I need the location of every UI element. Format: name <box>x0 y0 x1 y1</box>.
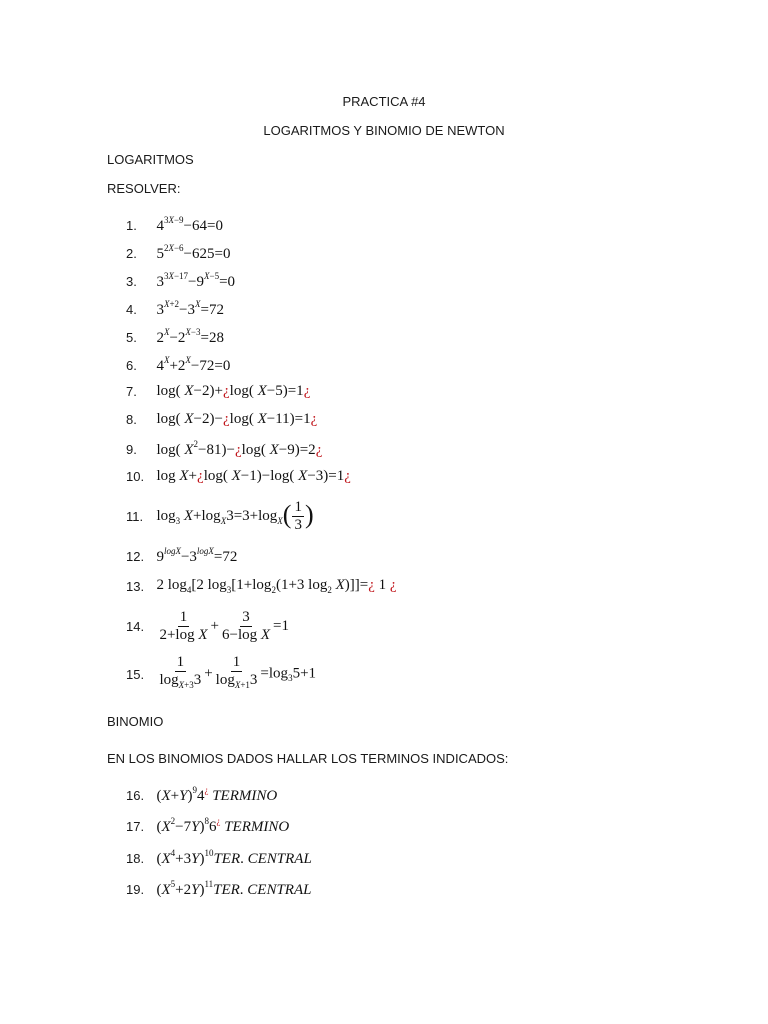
problem-number: 5. <box>126 330 137 345</box>
problem-expression: $3^{X+2}-3^X=72$ <box>156 299 224 318</box>
problem-expression: log( $X^2-81)-¿\log$( X−9)=2¿ <box>156 439 323 458</box>
problem-expression: $(X^4+3Y)^{10}TER$. CENTRAL <box>156 848 312 867</box>
problem-expression: log( X−2)−¿log( X−11)=1¿ <box>156 411 318 428</box>
problem-expression: $4^X+2^X-72=0$ <box>156 355 231 374</box>
list-item <box>126 300 224 319</box>
list-item <box>126 244 230 263</box>
problem-number: 11. <box>126 509 144 524</box>
list-item <box>126 383 310 401</box>
problem-number: 1. <box>126 218 137 233</box>
list-item <box>126 786 277 805</box>
list-item <box>126 411 317 429</box>
problem-number: 17. <box>126 819 145 834</box>
problem-expression: log X+¿log( X−1)−log( X−3)=1¿ <box>156 468 351 485</box>
problem-number: 15. <box>126 666 145 682</box>
problem-number: 10. <box>126 469 145 485</box>
page-subtitle: LOGARITMOS Y BINOMIO DE NEWTON <box>263 123 505 138</box>
problem-number: 4. <box>126 302 137 317</box>
list-item <box>126 609 289 644</box>
problem-expression: $(X^2-7Y)^86^¿$ TERMINO <box>156 816 290 835</box>
list-item <box>126 216 223 235</box>
problem-expression: $\frac{1}{\log_{X+3}3}$ + $\frac{1}{\log_{X+1}3}$ $=\log_35+1$ <box>159 654 317 690</box>
problem-expression: $\frac{1}{\text{2+log X}}$ + $\frac{3}{\text{6−log X}}$ =1 <box>159 609 290 643</box>
list-item <box>126 499 314 534</box>
list-item <box>126 849 312 868</box>
problem-number: 8. <box>126 412 137 428</box>
problem-expression: $(X^5+2Y)^{11}TER$. CENTRAL <box>156 879 312 898</box>
list-item <box>126 654 316 694</box>
problem-number: 14. <box>126 619 145 634</box>
problem-number: 18. <box>126 851 145 866</box>
section-instruction-resolver: RESOLVER: <box>107 181 181 196</box>
problem-number: 19. <box>126 882 145 897</box>
problem-expression: $3^{3X-17}-9^{X-5}=0$ <box>156 271 236 290</box>
list-item <box>126 468 351 486</box>
problem-number: 12. <box>126 549 145 564</box>
problem-number: 9. <box>126 442 137 457</box>
problem-expression: 2 $\log_4[2$ $\log_3[1+\log_2(1+3$ $\log_2$ X)]]=¿ 1 ¿ <box>156 577 397 595</box>
problem-number: 13. <box>126 578 145 594</box>
list-item <box>126 272 235 291</box>
problem-number: 7. <box>126 384 137 400</box>
section-instruction-binomios: EN LOS BINOMIOS DADOS HALLAR LOS TERMINOS INDICADOS: <box>107 751 509 766</box>
list-item <box>126 440 322 459</box>
problem-expression: $9^{logX}-3^{logX}=72$ <box>156 546 238 565</box>
list-item <box>126 577 397 595</box>
list-item <box>126 328 224 347</box>
problem-expression: $(X+Y)^94^¿$ TERMINO <box>156 785 278 804</box>
list-item <box>126 817 289 836</box>
section-heading-binomio: BINOMIO <box>107 714 164 729</box>
problem-number: 16. <box>126 788 145 803</box>
list-item <box>126 880 311 899</box>
list-item <box>126 547 237 566</box>
problem-number: 3. <box>126 274 137 289</box>
problem-expression: $4^{3X-9}-64=0$ <box>156 215 223 234</box>
problem-expression: $5^{2X-6}-625=0$ <box>156 243 231 262</box>
problem-expression: $\log_3 X+\log_X3=3+\log_X$( $\frac{1}{3}$ ) <box>156 499 314 533</box>
problem-expression: log( X−2)+¿log( X−5)=1¿ <box>156 383 311 400</box>
problem-expression: $2^X-2^{X-3}=28$ <box>156 327 224 346</box>
problem-number: 2. <box>126 246 137 261</box>
page-title: PRACTICA #4 <box>342 94 426 109</box>
list-item <box>126 356 230 375</box>
problem-number: 6. <box>126 358 137 373</box>
section-heading-logaritmos: LOGARITMOS <box>107 152 194 167</box>
